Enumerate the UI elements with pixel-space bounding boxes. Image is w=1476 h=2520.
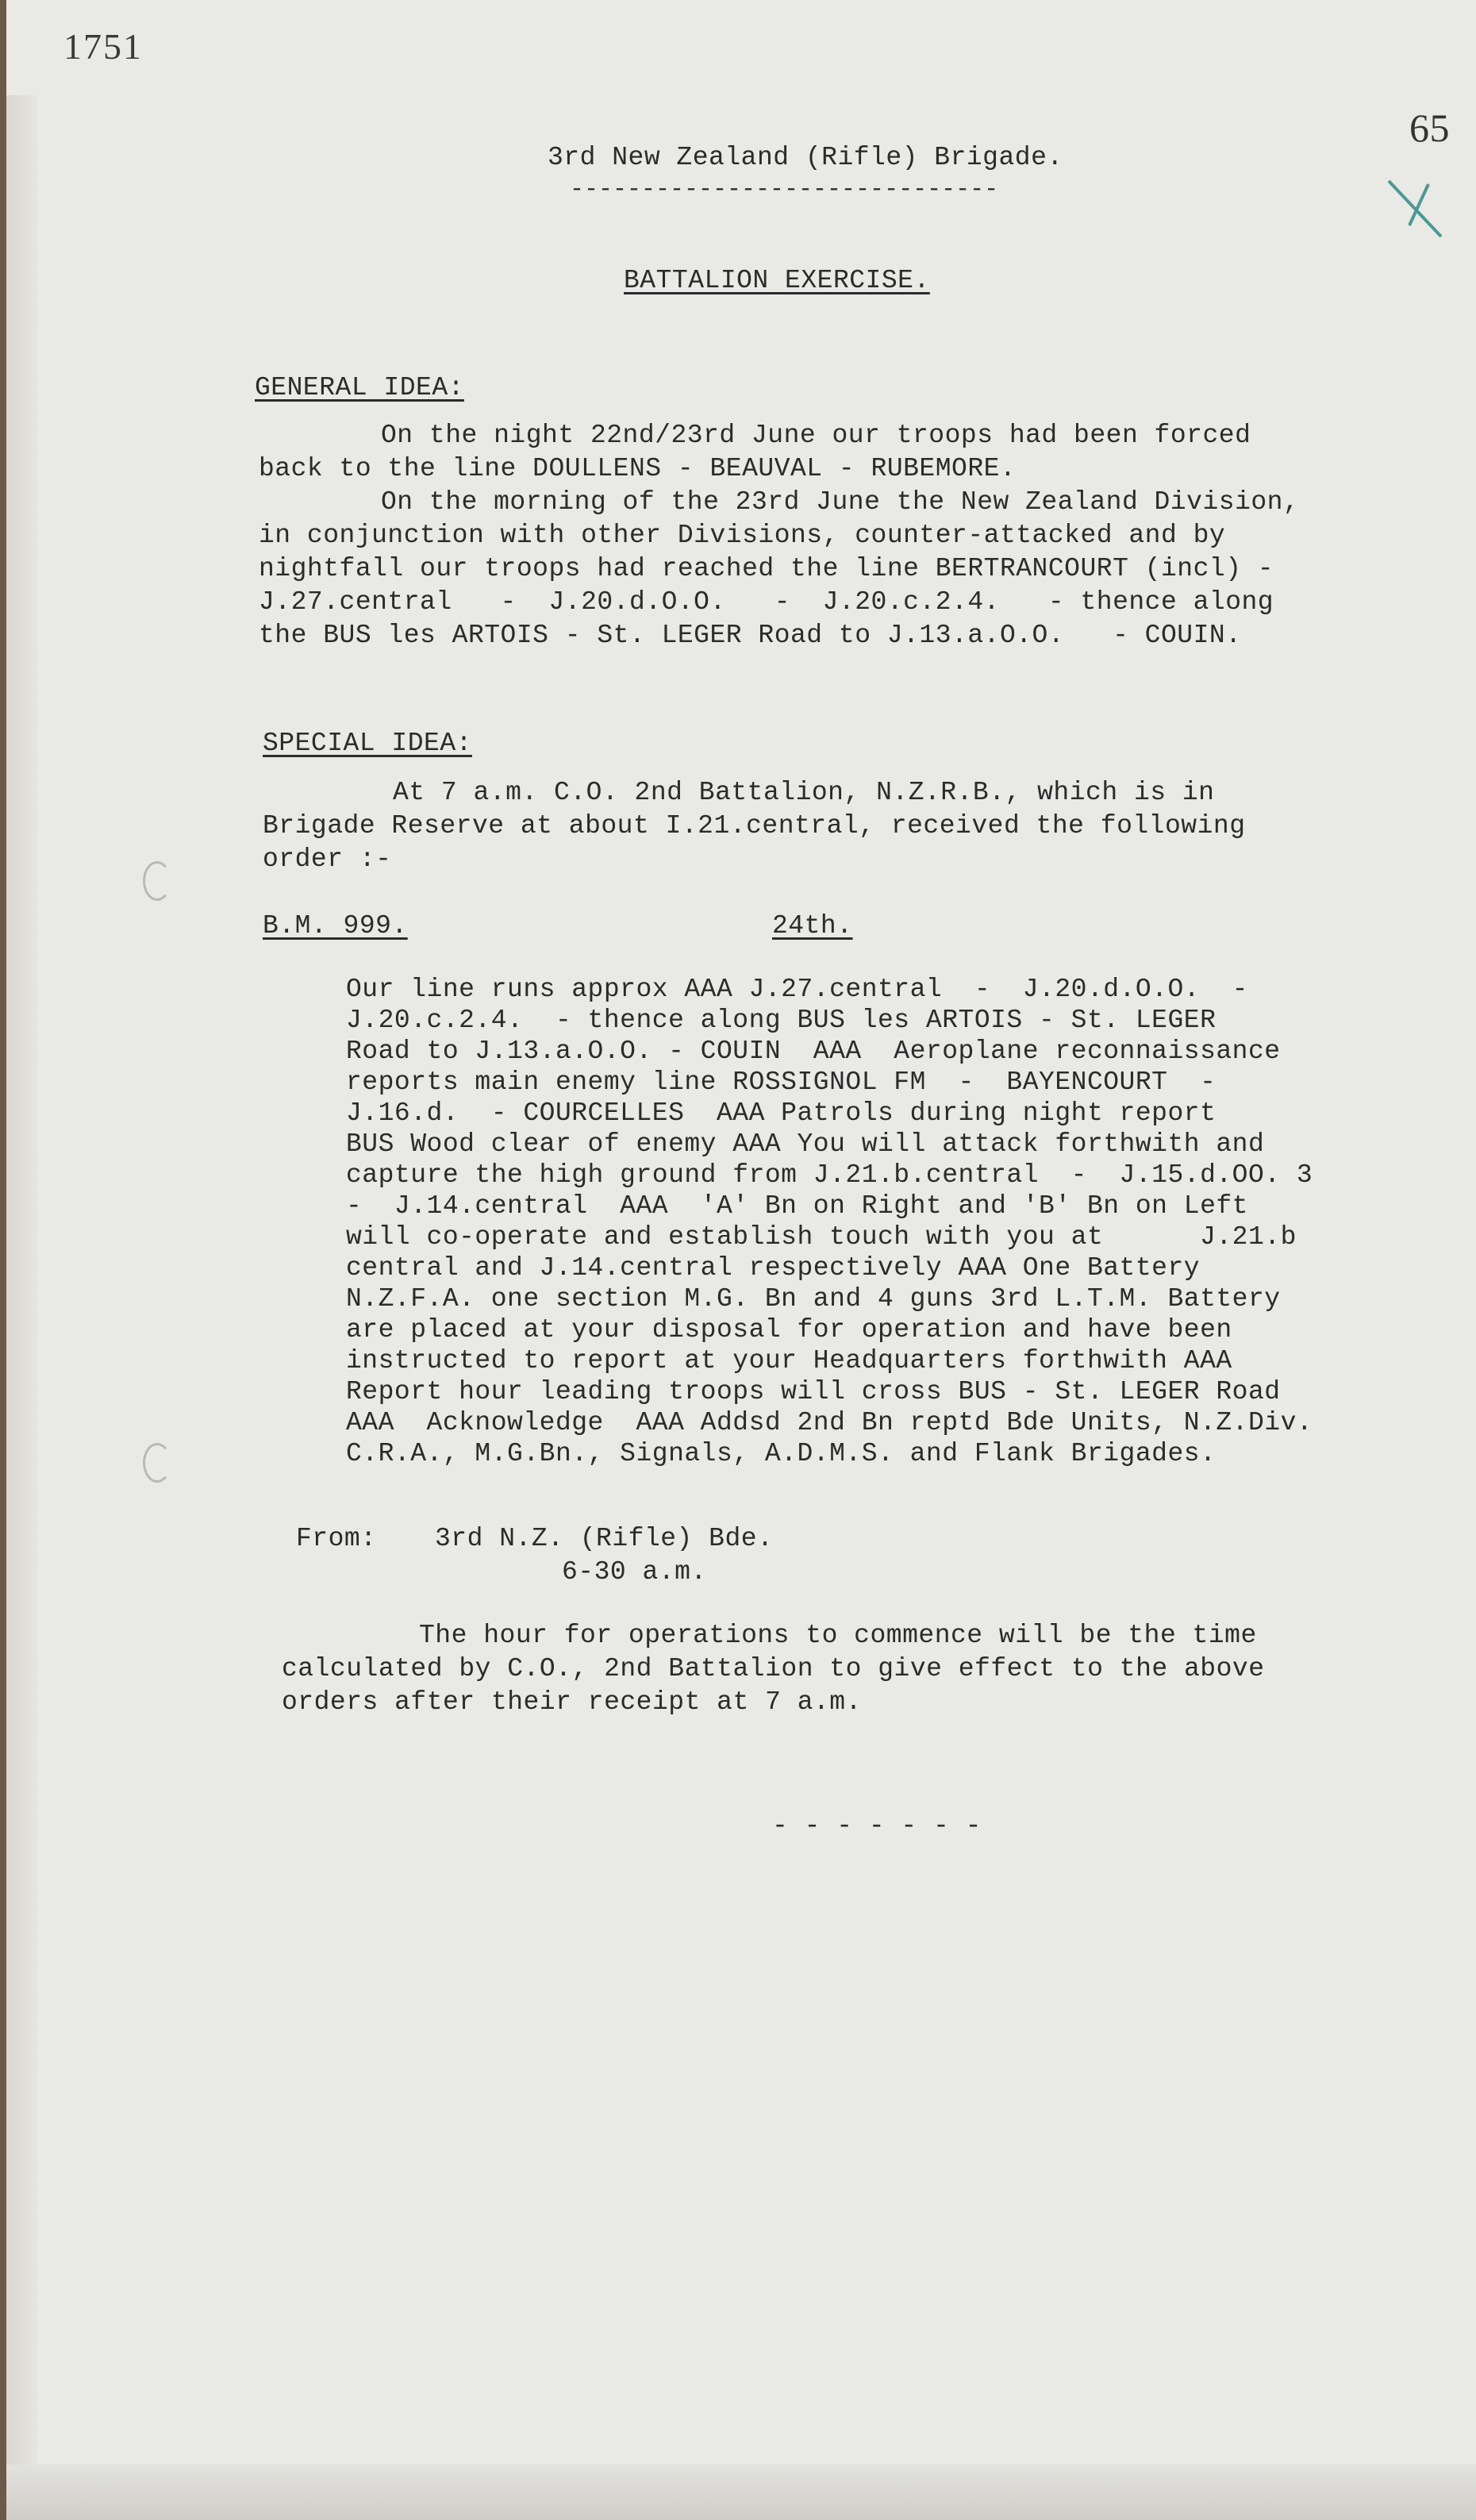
message-line: Road to J.13.a.O.O. - COUIN AAA Aeroplane reconnaissance [346,1037,1281,1066]
stamp-number: 1751 [63,26,143,67]
message-line: N.Z.F.A. one section M.G. Bn and 4 guns 3rd L.T.M. Battery [346,1284,1281,1314]
from-label: From: [296,1524,377,1553]
closing-line: The hour for operations to commence will be the time [419,1621,1257,1650]
text-line: nightfall our troops had reached the line BERTRANCOURT (incl) - [259,554,1274,583]
message-line: Report hour leading troops will cross BUS - St. LEGER Road [346,1377,1281,1406]
text-line: Brigade Reserve at about I.21.central, received the following [263,811,1246,841]
text-line: back to the line DOULLENS - BEAUVAL - RUBEMORE. [259,454,1017,483]
punch-hole [143,861,171,901]
message-line: J.20.c.2.4. - thence along BUS les ARTOIS - St. LEGER [346,1006,1217,1035]
document-title: BATTALION EXERCISE. [624,266,930,295]
message-date: 24th. [772,911,853,941]
message-line: will co-operate and establish touch with you at J.21.b [346,1222,1297,1252]
page-number: 65 [1409,106,1450,150]
text-line: the BUS les ARTOIS - St. LEGER Road to J.13.a.O.O. - COUIN. [259,621,1242,650]
text-line: in conjunction with other Divisions, counter-attacked and by [259,521,1226,550]
text-line: On the night 22nd/23rd June our troops had been forced [381,421,1251,450]
text-line: order :- [263,844,392,874]
message-line: C.R.A., M.G.Bn., Signals, A.D.M.S. and Flank Brigades. [346,1439,1217,1468]
message-line: AAA Acknowledge AAA Addsd 2nd Bn reptd Bde Units, N.Z.Div. [346,1408,1313,1437]
from-time: 6-30 a.m. [562,1557,707,1587]
closing-line: calculated by C.O., 2nd Battalion to give effect to the above [282,1654,1265,1683]
end-marker: - - - - - - - [772,1811,982,1841]
heading-rule: ------------------------------ [570,176,999,203]
paper-edge [6,95,38,2476]
message-line: are placed at your disposal for operation and have been [346,1315,1232,1345]
message-line: J.16.d. - COURCELLES AAA Patrols during night report [346,1098,1217,1128]
checkmark-icon [1379,173,1451,244]
general-idea-heading: GENERAL IDEA: [255,373,464,402]
closing-line: orders after their receipt at 7 a.m. [282,1687,862,1717]
message-reference: B.M. 999. [263,911,408,941]
paper-bottom-edge [6,2464,1476,2520]
from-unit: 3rd N.Z. (Rifle) Bde. [435,1524,774,1553]
text-line: On the morning of the 23rd June the New Zealand Division, [381,487,1300,517]
message-line: central and J.14.central respectively AAA One Battery [346,1253,1201,1283]
special-idea-heading: SPECIAL IDEA: [263,729,472,758]
message-line: - J.14.central AAA 'A' Bn on Right and 'B' Bn on Left [346,1191,1248,1221]
text-line: At 7 a.m. C.O. 2nd Battalion, N.Z.R.B., which is in [393,778,1215,807]
message-line: capture the high ground from J.21.b.central - J.15.d.OO. 3 [346,1160,1313,1190]
document-sheet [6,0,1476,2520]
punch-hole [143,1443,171,1483]
message-line: BUS Wood clear of enemy AAA You will attack forthwith and [346,1129,1265,1159]
message-line: Our line runs approx AAA J.27.central - J.20.d.O.O. - [346,975,1248,1004]
message-line: instructed to report at your Headquarters forthwith AAA [346,1346,1232,1375]
text-line: J.27.central - J.20.d.O.O. - J.20.c.2.4. - thence along [259,587,1274,617]
brigade-heading: 3rd New Zealand (Rifle) Brigade. [548,143,1063,172]
message-line: reports main enemy line ROSSIGNOL FM - BAYENCOURT - [346,1068,1217,1097]
